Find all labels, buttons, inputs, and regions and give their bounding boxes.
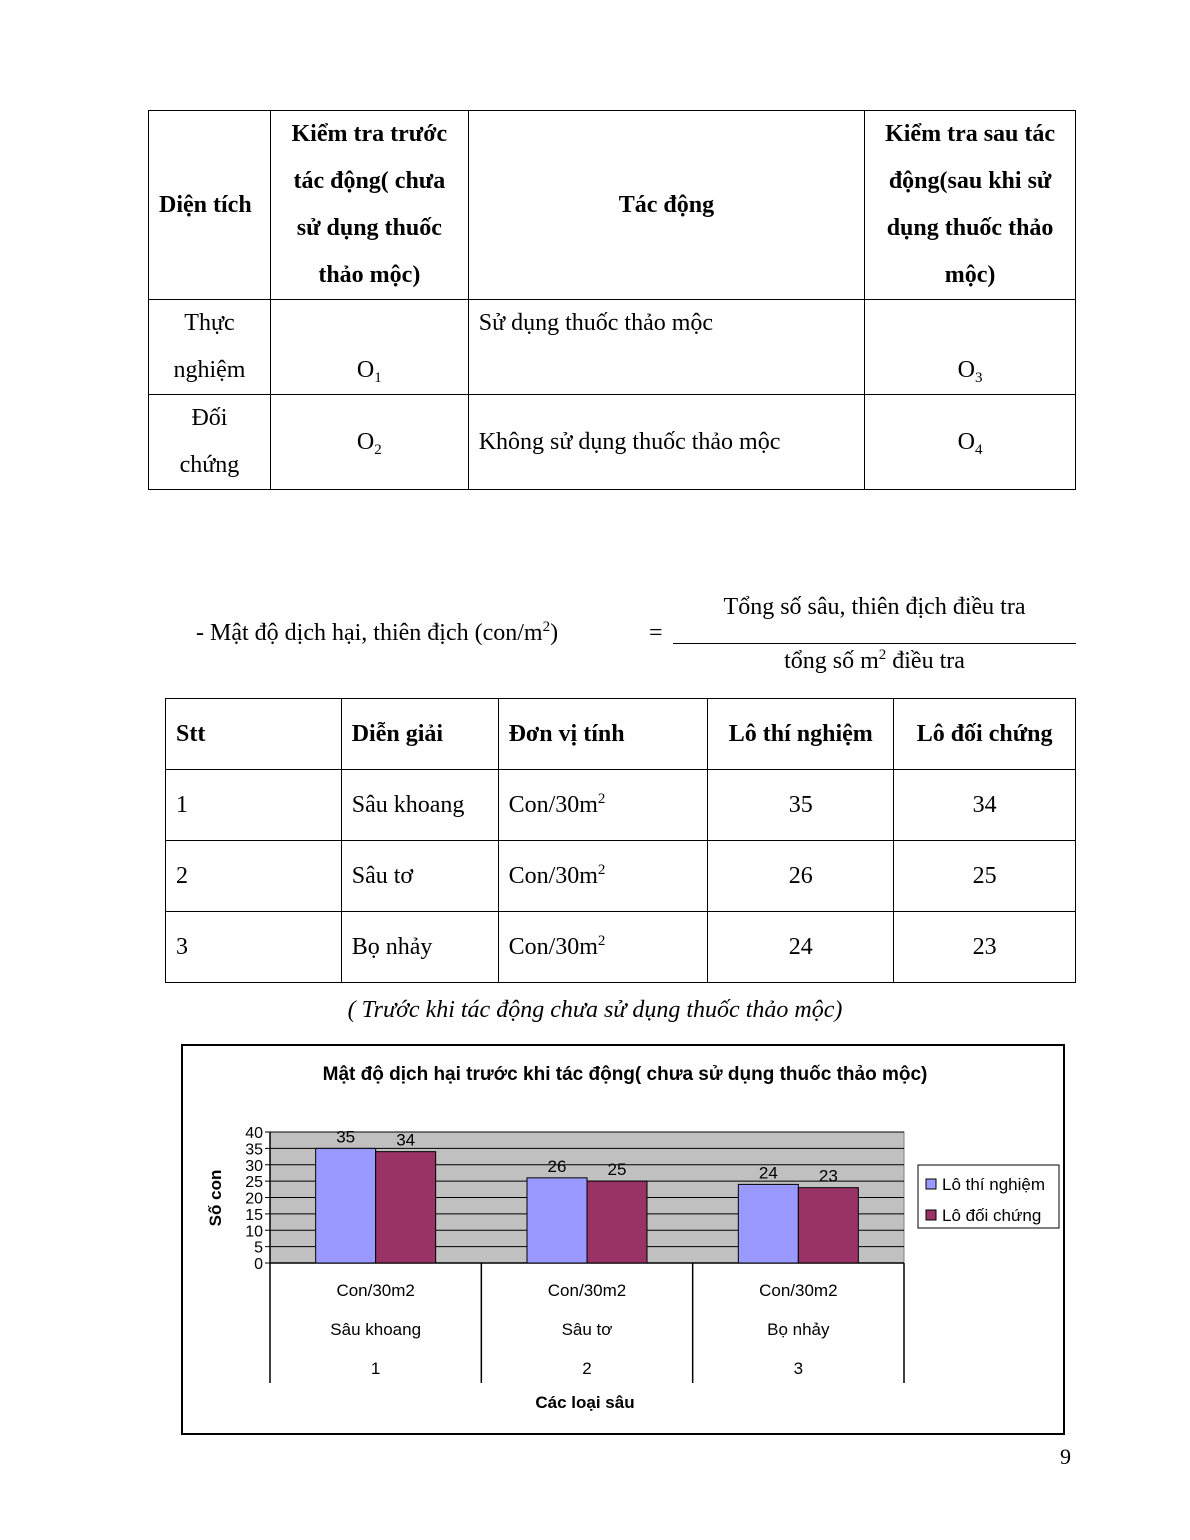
stt-cell: 2 [166, 841, 342, 912]
experimental-cell: 35 [708, 770, 894, 841]
data-label: 34 [396, 1130, 416, 1150]
y-tick-label: 25 [245, 1174, 263, 1192]
category-name-label: Bọ nhảy [767, 1320, 830, 1339]
y-tick-label: 35 [245, 1141, 263, 1159]
formula-numerator: Tổng số sâu, thiên địch điều tra [723, 594, 1026, 620]
category-unit-label: Con/30m2 [759, 1281, 838, 1300]
unit-cell: Con/$30m^2$ [498, 912, 708, 983]
design-row-experimental [149, 300, 1076, 395]
control-cell: 25 [894, 841, 1076, 912]
name-cell: Sâu khoang [341, 770, 498, 841]
bar [527, 1178, 587, 1263]
stt-cell: 1 [166, 770, 342, 841]
x-axis-title: Các loại sâu [535, 1393, 635, 1412]
y-tick-label: 40 [245, 1125, 263, 1142]
formula-denominator: tổng số $m^2$ điều tra [784, 647, 965, 674]
category-unit-label: Con/30m2 [547, 1281, 627, 1300]
design-row-control [149, 395, 1076, 490]
chart-title: Mật độ dịch hại trước khi tác động( chưa sử dụng thuốc thảo mộc) [322, 1064, 928, 1085]
control-cell: 23 [894, 912, 1076, 983]
experimental-cell: 24 [708, 912, 894, 983]
category-name-label: Sâu khoang [330, 1320, 422, 1339]
row-label: Thực nghiệm [149, 300, 271, 395]
design-table [148, 110, 1076, 490]
formula-equals: = [649, 620, 663, 646]
table-row [166, 841, 1076, 912]
pest-table-header [166, 699, 1076, 770]
y-axis-title: Số con [206, 1169, 225, 1227]
bar [798, 1188, 858, 1263]
data-label: 23 [818, 1166, 838, 1186]
legend-swatch [926, 1179, 936, 1189]
table-row [166, 770, 1076, 841]
data-label: 35 [336, 1127, 356, 1147]
data-label: 24 [758, 1163, 778, 1183]
post-test-cell: $O_3$ [865, 300, 1076, 395]
pest-density-chart [181, 1044, 1065, 1435]
page-number: 9 [1060, 1444, 1071, 1469]
header-description: Diễn giải [341, 699, 498, 770]
name-cell: Sâu tơ [341, 841, 498, 912]
control-cell: 34 [894, 770, 1076, 841]
unit-cell: Con/$30m^2$ [498, 770, 708, 841]
y-tick-label: 20 [245, 1190, 263, 1208]
row-label: Đối chứng [149, 395, 271, 490]
bar [316, 1148, 376, 1263]
header-post-test: Kiểm tra sau tác động(sau khi sử dụng thuốc thảo mộc) [865, 111, 1076, 300]
y-tick-label: 5 [254, 1239, 263, 1257]
intervention-cell: Không sử dụng thuốc thảo mộc [468, 395, 864, 490]
design-table-header [149, 111, 1076, 300]
intervention-cell: Sử dụng thuốc thảo mộc [468, 300, 864, 395]
chart-canvas [183, 1046, 1063, 1433]
y-tick-label: 15 [245, 1206, 263, 1224]
category-index-label: 2 [582, 1359, 592, 1378]
category-index-label: 1 [370, 1359, 381, 1378]
legend-swatch [926, 1210, 936, 1220]
data-label: 26 [547, 1156, 567, 1176]
bar [376, 1152, 436, 1263]
header-stt: Stt [166, 699, 342, 770]
pre-test-cell: $O_1$ [270, 300, 468, 395]
pre-test-cell: $O_2$ [270, 395, 468, 490]
unit-cell: Con/$30m^2$ [498, 841, 708, 912]
category-index-label: 3 [793, 1359, 804, 1378]
header-experimental: Lô thí nghiệm [708, 699, 894, 770]
name-cell: Bọ nhảy [341, 912, 498, 983]
y-tick-label: 30 [245, 1157, 263, 1175]
density-formula [0, 590, 1190, 680]
category-unit-label: Con/30m2 [336, 1281, 415, 1300]
data-label: 25 [607, 1160, 627, 1180]
table-row [166, 912, 1076, 983]
legend-label: Lô đối chứng [942, 1206, 1042, 1225]
formula-label: - Mật độ dịch hại, thiên địch $(con/m^2)$ [196, 619, 559, 646]
y-tick-label: 10 [245, 1223, 263, 1241]
fraction-bar [673, 643, 1076, 644]
table-caption: ( Trước khi tác động chưa sử dụng thuốc thảo mộc) [347, 997, 843, 1023]
legend-label: Lô thí nghiệm [942, 1175, 1046, 1194]
experimental-cell: 26 [708, 841, 894, 912]
pest-density-table [165, 698, 1076, 983]
bar [587, 1181, 647, 1263]
post-test-cell: $O_4$ [865, 395, 1076, 490]
y-tick-label: 0 [254, 1256, 263, 1273]
header-control: Lô đối chứng [894, 699, 1076, 770]
bar [738, 1184, 798, 1263]
header-intervention: Tác động [468, 111, 864, 300]
header-pre-test: Kiểm tra trước tác động( chưa sử dụng thuốc thảo mộc) [270, 111, 468, 300]
header-unit: Đơn vị tính [498, 699, 708, 770]
header-area: Diện tích [149, 111, 271, 300]
stt-cell: 3 [166, 912, 342, 983]
category-name-label: Sâu tơ [561, 1320, 613, 1339]
